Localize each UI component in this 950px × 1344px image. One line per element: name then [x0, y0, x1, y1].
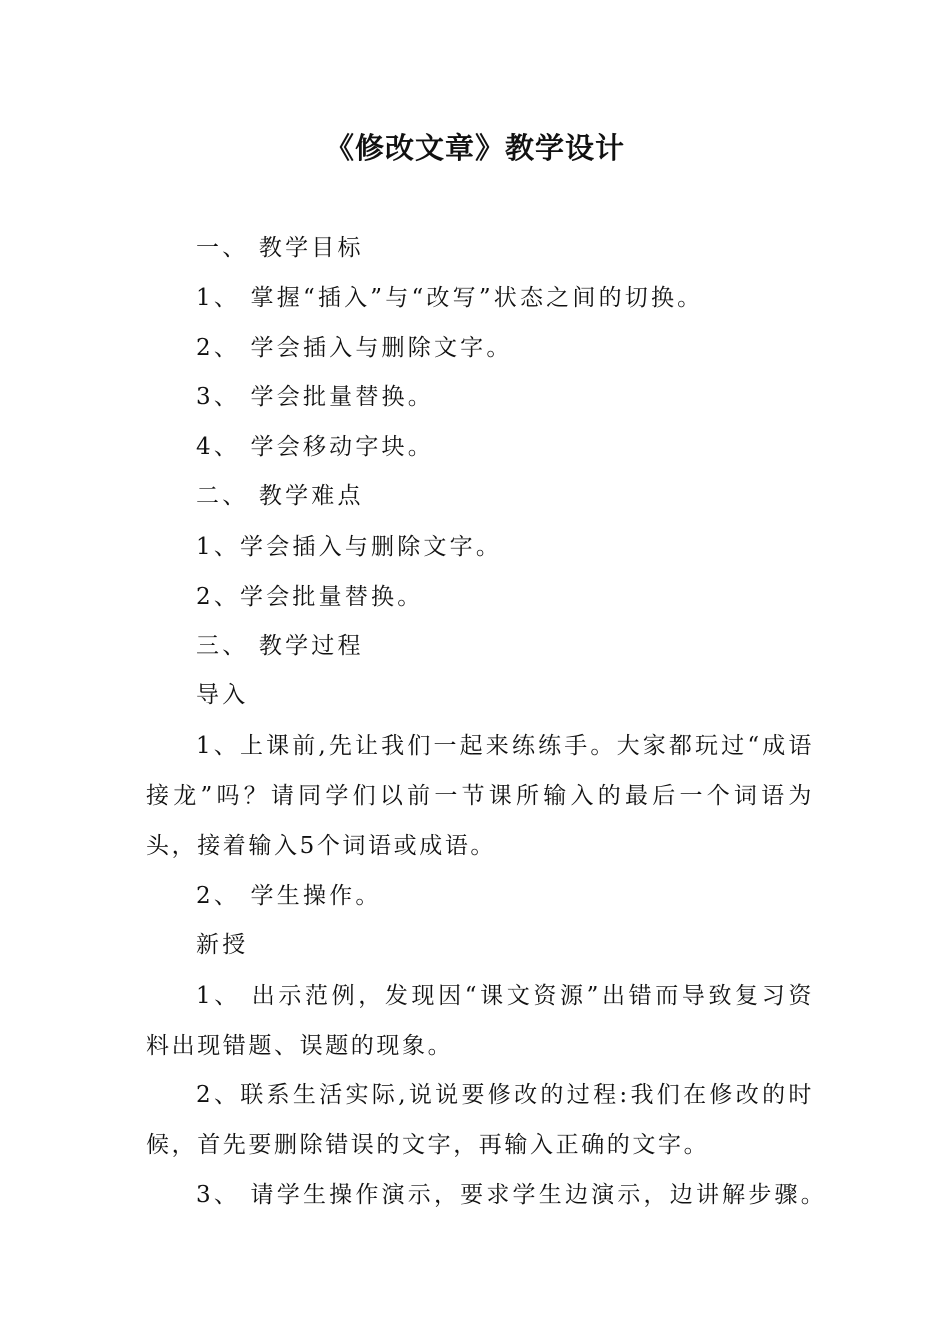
difficulty-item-1: 1、学会插入与删除文字。 [196, 534, 503, 560]
difficulty-item-2: 2、学会批量替换。 [196, 584, 424, 610]
goal-item-1: 1、 掌握“插入”与“改写”状态之间的切换。 [196, 285, 704, 311]
paragraph-example: 1、 出示范例，发现因“课文资源”出错而导致复习资料出现错题、误题的现象。 [146, 983, 814, 1059]
document-title: 《修改文章》教学设计 [324, 131, 625, 165]
goal-item-2: 2、 学会插入与删除文字。 [196, 335, 513, 361]
section-heading-difficulties: 二、 教学难点 [196, 483, 364, 509]
subheading-new-lesson: 新授 [196, 932, 249, 958]
goal-item-3: 3、 学会批量替换。 [196, 384, 434, 410]
step-student-operation: 2、 学生操作。 [196, 883, 382, 909]
section-heading-goals: 一、 教学目标 [196, 235, 364, 261]
goal-item-4: 4、 学会移动字块。 [196, 434, 434, 460]
section-heading-process: 三、 教学过程 [196, 633, 364, 659]
subheading-intro: 导入 [196, 682, 249, 708]
paragraph-real-life: 2、联系生活实际,说说要修改的过程:我们在修改的时候，首先要删除错误的文字，再输入正确的文字。 [146, 1082, 814, 1158]
paragraph-warmup: 1、上课前,先让我们一起来练练手。大家都玩过“成语接龙”吗？请同学们以前一节课所输入的最后一个词语为头，接着输入5个词语或成语。 [146, 733, 814, 859]
step-demonstration: 3、 请学生操作演示，要求学生边演示，边讲解步骤。 [196, 1182, 827, 1208]
